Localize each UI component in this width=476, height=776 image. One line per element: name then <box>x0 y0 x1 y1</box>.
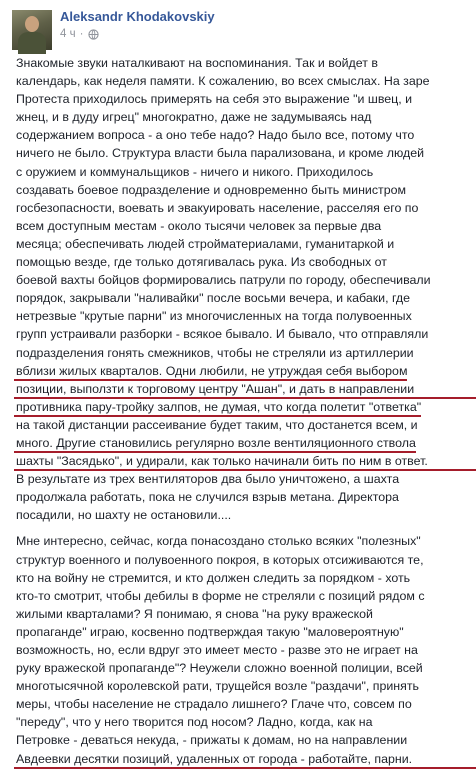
underlined-text-line: Авдеевки десятки позиций, удаленных от города - работайте, парни. <box>16 750 476 768</box>
text-line: содержанием вопроса - а оно тебе надо? Надо было все, потому что <box>16 128 415 143</box>
text-line: многотысячной королевской рати, трущейся возле "раздачи", принять <box>16 679 419 694</box>
author-avatar[interactable] <box>12 10 52 50</box>
avatar-body <box>18 32 46 54</box>
text-line: всем доступным местам - около тысячи человек за первые два <box>16 218 382 233</box>
text-line: с оружием и коммунальщиков - ничего и никого. Приходилось <box>16 164 374 179</box>
text-line: возможность, но, если вдруг это имеет место - разве это не играет на <box>16 643 418 657</box>
text-line: Знакомые звуки наталкивают на воспоминания. Так и войдет в <box>16 56 378 70</box>
underlined-text-line: позиции, выползти к торговому центру "Ашан", и дать в направлении <box>16 380 476 398</box>
text-line: жнец, и в дуду игрец" многократно, даже не задумываясь над <box>16 110 372 125</box>
text-line: руку вражеской пропаганде"? Неужели сложно военной полиции, всей <box>16 661 423 676</box>
text-line: создавать боевое подразделение и одновременно быть министром <box>16 182 407 197</box>
post-timestamp[interactable]: 4 ч <box>60 28 76 40</box>
post-body <box>16 54 476 776</box>
text-line: помощью везде, где только дотягивалась рука. Из свободных от <box>16 255 387 270</box>
text-line: продолжала работать, пока не случился взрыв метана. Директора <box>16 490 399 505</box>
author-name-link[interactable]: Aleksandr Khodakovskiy <box>60 9 215 24</box>
meta-separator: · <box>79 28 84 40</box>
post-meta <box>60 28 99 40</box>
post-paragraph-2 <box>16 532 476 767</box>
text-line: Петровке - деваться некуда, - прижаты к домам, но на направлении <box>16 733 408 748</box>
underlined-text-line: шахты "Засядько", и удирали, как только начинали бить по ним в ответ. <box>16 452 476 470</box>
text-line: структур военного и полувоенного покроя, в которых отсиживаются те, <box>16 552 424 567</box>
text-line: "переду", что у него творится под носом? Ладно, когда, как на <box>16 715 373 730</box>
text-line: ничего не было. Структура власти была парализована, и кроме людей <box>16 146 425 161</box>
underlined-text-line: много. Другие становились регулярно возле вентиляционного ствола <box>16 434 416 452</box>
text-line: В результате из трех вентиляторов два было уничтожено, а шахта <box>16 472 400 487</box>
underlined-text-line: противника пару-тройку залпов, не думая, что когда полетит "ответка" <box>16 398 421 416</box>
globe-icon[interactable] <box>88 29 99 40</box>
text-line: порядок, закрывали "наливайки" после восьми вечера, и кабаки, где <box>16 291 411 306</box>
text-line: кто на войну не стремится, и кто должен следить за порядком - хоть <box>16 570 411 585</box>
text-line <box>16 398 476 416</box>
text-line: боевой вахты бойцов формировались патрули по городу, обеспечивали <box>16 273 431 288</box>
text-line: госбезопасности, воевать и эвакуировать население, расселяя его по <box>16 200 419 215</box>
post-header <box>0 0 438 58</box>
text-line: месяца; обеспечивать людей стройматериалами, гуманитаркой и <box>16 236 395 251</box>
text-line: кто-то смотрит, чтобы дебилы в форме не стреляли с позиций рядом с <box>16 588 425 603</box>
text-line: на такой дистанции рассеивание будет таким, что достанется всем, и <box>16 417 418 432</box>
text-line: меры, чтобы население не страдало лишнего? Глаче что, совсем по <box>16 697 412 712</box>
text-line <box>16 434 476 452</box>
text-line: нетрезвые "крутые парни" из многочисленных на тогда полувоенных <box>16 309 412 324</box>
text-line <box>16 362 476 380</box>
text-line: пропаганде" играю, косвенно подтверждая такую "маловероятную" <box>16 624 404 639</box>
underlined-text-line: вблизи жилых кварталов. Одни любили, не утруждая себя выбором <box>16 362 407 380</box>
text-line: жилыми кварталами? Я понимаю, я снова "на руку вражеской <box>16 606 373 621</box>
text-line: Протеста приходилось примерять на себя это выражение "и швец, и <box>16 92 413 107</box>
text-line: посадили, но шахту не остановили.... <box>16 508 232 523</box>
post-paragraph-1 <box>16 54 476 524</box>
text-line: календарь, как неделя памяти. К сожалению, во всех смыслах. На заре <box>16 74 430 89</box>
avatar-head <box>25 16 39 32</box>
text-line: подразделения гонять смежников, чтобы не стреляли из артиллерии <box>16 345 414 360</box>
text-line: групп устраивали разборки - всякое бывало. И бывало, что отправляли <box>16 327 429 342</box>
text-line: Мне интересно, сейчас, когда понасоздано столько всяких "полезных" <box>16 534 421 549</box>
